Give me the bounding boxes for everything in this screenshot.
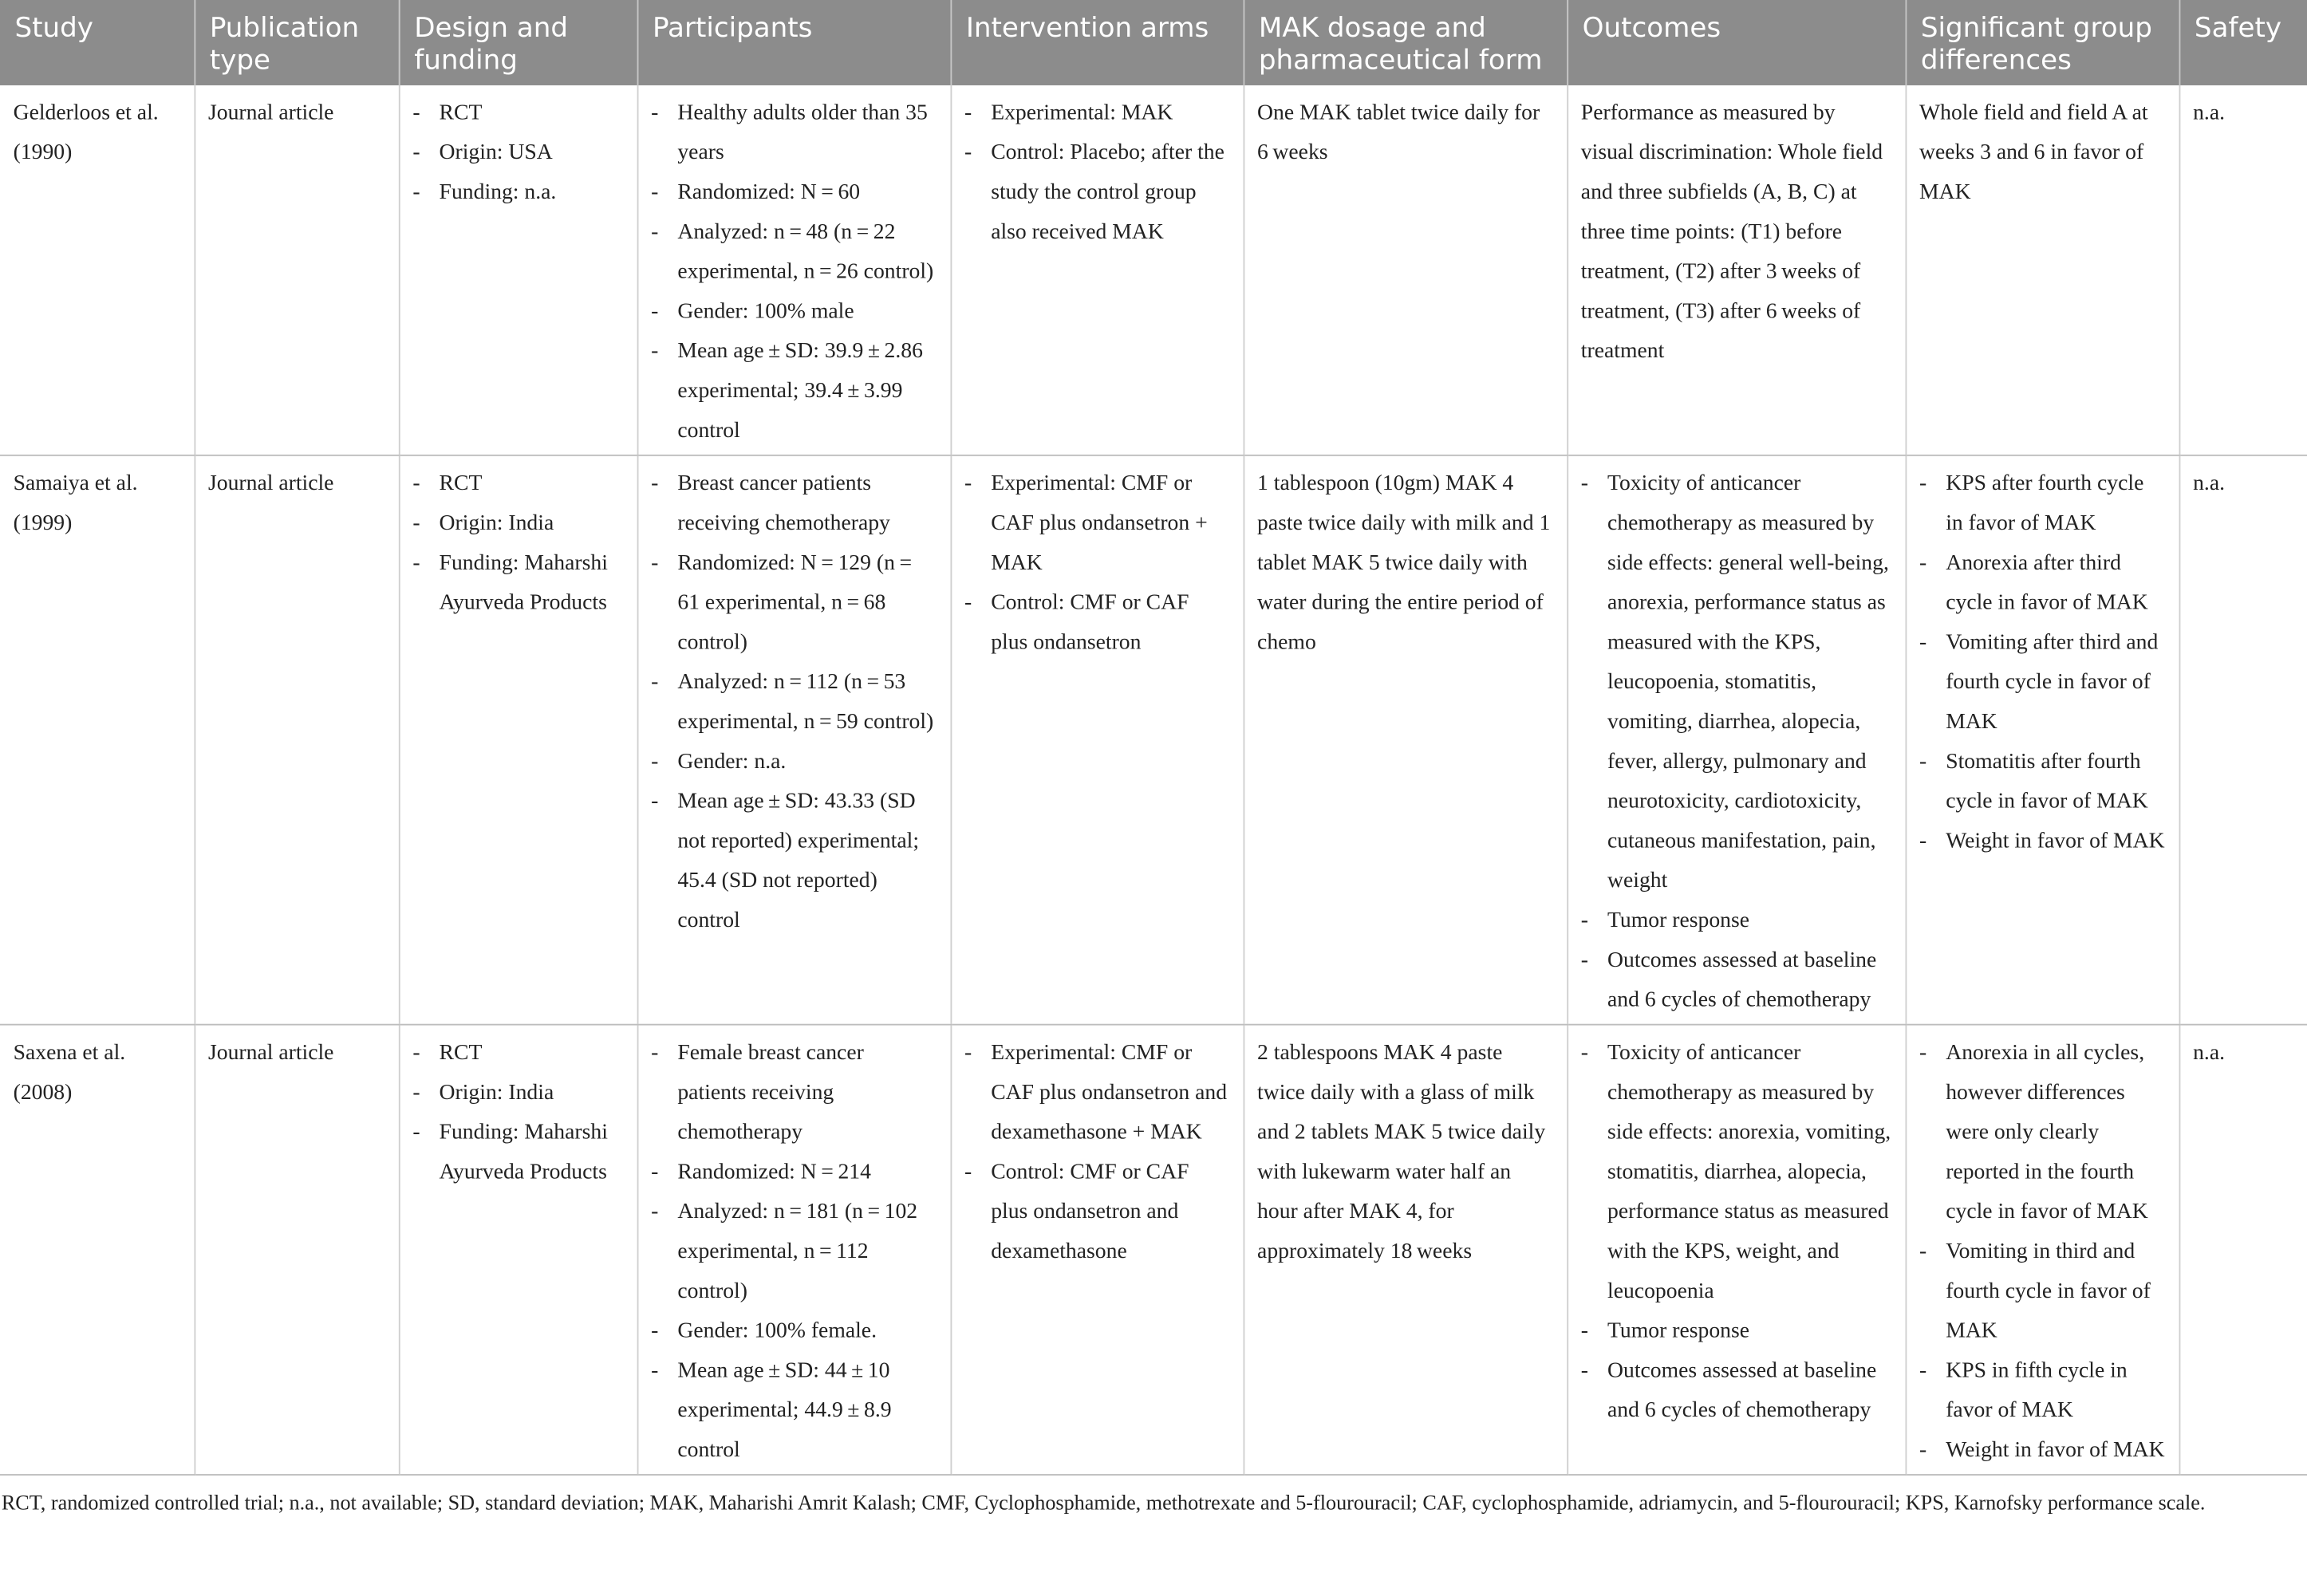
cell-dosage <box>1244 455 1568 1025</box>
safety-text: n.a. <box>2193 472 2226 496</box>
bullet-dash: - <box>1580 948 1589 973</box>
list-item <box>1919 1432 2165 1472</box>
intervention-list <box>964 465 1229 664</box>
design-item-text: RCT <box>439 472 483 496</box>
bullet-dash: - <box>1919 1239 1927 1264</box>
cell-participants <box>637 85 951 455</box>
list-item <box>412 134 623 174</box>
bullet-dash: - <box>964 141 972 165</box>
participants-list <box>651 465 937 942</box>
list-item <box>651 782 937 941</box>
list-item <box>651 743 937 782</box>
header-outcomes: Outcomes <box>1567 0 1905 85</box>
design-item-text: Funding: Maharshi Ayurveda Products <box>439 1121 608 1184</box>
header-significant-differences: Significant group differences <box>1905 0 2179 85</box>
intervention-item-text: Control: Placebo; after the study the control group also received MAK <box>991 141 1224 245</box>
bullet-dash: - <box>651 1161 659 1184</box>
differences-text: Whole field and field A at weeks 3 and 6 in favor of MAK <box>1919 101 2148 205</box>
outcomes-text: Performance as measured by visual discrimination: Whole field and three subfields (A, B, C) at three time points: (T1) before treatment, (T2) after 3 weeks of treatment, (T3) after 6 weeks of treatment <box>1580 101 1883 364</box>
bullet-dash: - <box>1580 908 1589 933</box>
list-item <box>412 465 623 505</box>
list-item <box>412 544 623 624</box>
bullet-dash: - <box>964 1041 972 1066</box>
bullet-dash: - <box>1919 1359 1927 1383</box>
participants-item-text: Gender: 100% female. <box>677 1319 877 1343</box>
bullet-dash: - <box>651 101 659 125</box>
bullet-dash: - <box>651 220 659 245</box>
list-item <box>1919 1034 2165 1233</box>
publication-type: Journal article <box>207 1041 334 1066</box>
differences-item-text: Anorexia in all cycles, however differences were only clearly reported in the fourth cycle in favor of MAK <box>1946 1041 2148 1224</box>
header-mak-dosage: MAK dosage and pharmaceutical form <box>1244 0 1568 85</box>
list-item <box>412 1034 623 1074</box>
participants-item-text: Female breast cancer patients receiving chemotherapy <box>677 1041 864 1145</box>
bullet-dash: - <box>412 101 420 125</box>
participants-item-text: Analyzed: n = 112 (n = 53 experimental, n = 59 control) <box>677 671 934 735</box>
outcomes-item-text: Toxicity of anticancer chemotherapy as measured by side effects: general well-being, anorexia, performance status as measured with the KPS, leucopoenia, stomatitis, vomiting, diarrhea, alopecia, fever, allergy, pulmonary and neurotoxicity, cardiotoxicity, cutaneous manifestation, pain, weight <box>1607 472 1889 893</box>
list-item <box>964 94 1229 134</box>
cell-safety <box>2179 85 2307 455</box>
intervention-item-text: Experimental: MAK <box>991 101 1173 125</box>
list-item <box>651 1193 937 1312</box>
list-item <box>1581 941 1891 1021</box>
participants-item-text: Randomized: N = 214 <box>677 1161 871 1184</box>
safety-text: n.a. <box>2193 1041 2226 1066</box>
outcomes-item-text: Tumor response <box>1607 908 1750 933</box>
differences-item-text: Anorexia after third cycle in favor of MAK <box>1946 551 2148 615</box>
participants-item-text: Randomized: N = 60 <box>677 180 861 205</box>
differences-item-text: KPS in fifth cycle in favor of MAK <box>1946 1359 2128 1423</box>
bullet-dash: - <box>412 551 420 576</box>
participants-item-text: Analyzed: n = 181 (n = 102 experimental, n = 112 control) <box>677 1200 918 1304</box>
differences-list <box>1919 465 2165 862</box>
bullet-dash: - <box>651 472 659 496</box>
cell-study <box>0 455 194 1025</box>
bullet-dash: - <box>651 340 659 364</box>
header-participants: Participants <box>637 0 951 85</box>
bullet-dash: - <box>1919 631 1927 655</box>
list-item <box>412 1074 623 1113</box>
cell-study <box>0 1025 194 1475</box>
bullet-dash: - <box>1919 750 1927 774</box>
list-item <box>651 1312 937 1352</box>
cell-intervention <box>950 455 1243 1025</box>
cell-safety <box>2179 455 2307 1025</box>
participants-item-text: Mean age ± SD: 44 ± 10 experimental; 44.9 ± 8.9 control <box>677 1359 892 1463</box>
bullet-dash: - <box>1919 551 1927 576</box>
bullet-dash: - <box>964 1161 972 1184</box>
list-item <box>412 174 623 214</box>
participants-item-text: Gender: n.a. <box>677 750 787 774</box>
bullet-dash: - <box>651 180 659 205</box>
list-item <box>651 213 937 293</box>
participants-item-text: Healthy adults older than 35 years <box>677 101 933 165</box>
differences-item-text: Stomatitis after fourth cycle in favor of MAK <box>1946 750 2148 814</box>
bullet-dash: - <box>1919 1041 1927 1066</box>
list-item <box>651 465 937 545</box>
cell-design <box>399 1025 637 1475</box>
publication-type: Journal article <box>207 472 334 496</box>
list-item <box>1581 1312 1891 1352</box>
list-item <box>964 584 1229 664</box>
list-item <box>1581 1352 1891 1432</box>
differences-item-text: Vomiting after third and fourth cycle in favor of MAK <box>1946 631 2159 735</box>
differences-item-text: Vomiting in third and fourth cycle in favor of MAK <box>1946 1239 2151 1343</box>
bullet-dash: - <box>651 1200 659 1224</box>
list-item <box>651 174 937 214</box>
outcomes-list <box>1581 1034 1891 1432</box>
bullet-dash: - <box>651 1041 659 1066</box>
table-row <box>0 455 2307 1025</box>
bullet-dash: - <box>964 472 972 496</box>
cell-intervention <box>950 1025 1243 1475</box>
dosage-text: One MAK tablet twice daily for 6 weeks <box>1257 101 1540 165</box>
cell-design <box>399 455 637 1025</box>
cell-intervention <box>950 85 1243 455</box>
bullet-dash: - <box>1580 472 1589 496</box>
differences-item-text: KPS after fourth cycle in favor of MAK <box>1946 472 2144 536</box>
publication-type: Journal article <box>207 101 334 125</box>
list-item <box>1581 902 1891 942</box>
design-item-text: Funding: n.a. <box>439 180 557 205</box>
design-item-text: Origin: India <box>439 511 554 536</box>
participants-item-text: Mean age ± SD: 39.9 ± 2.86 experimental; 39.4 ± 3.99 control <box>677 340 923 443</box>
list-item <box>1919 624 2165 743</box>
design-item-text: RCT <box>439 1041 483 1066</box>
bullet-dash: - <box>1919 830 1927 853</box>
dosage-text: 1 tablespoon (10gm) MAK 4 paste twice daily with milk and 1 tablet MAK 5 twice daily with water during the entire period of chemo <box>1257 472 1551 655</box>
participants-item-text: Gender: 100% male <box>677 300 854 324</box>
list-item <box>1581 465 1891 902</box>
intervention-item-text: Control: CMF or CAF plus ondansetron and dexamethasone <box>991 1161 1189 1264</box>
list-item <box>651 333 937 451</box>
bullet-dash: - <box>964 101 972 125</box>
bullet-dash: - <box>1919 1438 1927 1463</box>
header-publication-type: Publication type <box>194 0 398 85</box>
differences-list <box>1919 1034 2165 1472</box>
outcomes-item-text: Outcomes assessed at baseline and 6 cycles of chemotherapy <box>1607 948 1877 1012</box>
list-item <box>651 1352 937 1471</box>
intervention-list <box>964 1034 1229 1273</box>
bullet-dash: - <box>1919 472 1927 496</box>
participants-list <box>651 94 937 451</box>
list-item <box>651 664 937 743</box>
bullet-dash: - <box>412 472 420 496</box>
cell-participants <box>637 1025 951 1475</box>
header-design-funding: Design and funding <box>399 0 637 85</box>
bullet-dash: - <box>412 141 420 165</box>
cell-publication-type <box>194 455 398 1025</box>
outcomes-list <box>1581 465 1891 1021</box>
list-item <box>1919 465 2165 545</box>
list-item <box>964 1153 1229 1272</box>
design-list <box>412 1034 623 1193</box>
dosage-text: 2 tablespoons MAK 4 paste twice daily with a glass of milk and 2 tablets MAK 5 twice daily with lukewarm water half an hour after MAK 4, for approximately 18 weeks <box>1257 1041 1546 1264</box>
list-item <box>1919 1233 2165 1352</box>
list-item <box>964 134 1229 253</box>
bullet-dash: - <box>964 591 972 615</box>
bullet-dash: - <box>1580 1041 1589 1066</box>
bullet-dash: - <box>412 1041 420 1066</box>
list-item <box>1919 822 2165 862</box>
list-item <box>412 505 623 545</box>
participants-list <box>651 1034 937 1472</box>
outcomes-item-text: Outcomes assessed at baseline and 6 cycles of chemotherapy <box>1607 1359 1877 1423</box>
cell-differences <box>1905 85 2179 455</box>
list-item <box>1919 544 2165 624</box>
participants-item-text: Analyzed: n = 48 (n = 22 experimental, n = 26 control) <box>677 220 934 284</box>
bullet-dash: - <box>651 551 659 576</box>
bullet-dash: - <box>412 511 420 536</box>
list-item <box>412 1113 623 1193</box>
study-name: Saxena et al. (2008) <box>13 1041 126 1105</box>
list-item <box>964 465 1229 584</box>
intervention-item-text: Experimental: CMF or CAF plus ondansetron and dexamethasone + MAK <box>991 1041 1228 1145</box>
safety-text: n.a. <box>2193 101 2226 125</box>
bullet-dash: - <box>651 750 659 774</box>
header-intervention-arms: Intervention arms <box>950 0 1243 85</box>
bullet-dash: - <box>651 790 659 814</box>
study-name: Gelderloos et al. (1990) <box>13 101 159 165</box>
table-footnote: RCT, randomized controlled trial; n.a., not available; SD, standard deviation; MAK, Maharishi Amrit Kalash; CMF, Cyclophosphamide, methotrexate and 5-flourouracil; CAF, cyclophosphamide, adriamycin, and 5-flourouracil; KPS, Karnofsky performance scale. <box>1 1492 2206 1515</box>
outcomes-item-text: Toxicity of anticancer chemotherapy as measured by side effects: anorexia, vomiting, stomatitis, diarrhea, alopecia, performance status as measured with the KPS, weight, and leucopoenia <box>1607 1041 1891 1304</box>
cell-design <box>399 85 637 455</box>
cell-participants <box>637 455 951 1025</box>
differences-item-text: Weight in favor of MAK <box>1946 830 2165 853</box>
cell-outcomes <box>1567 1025 1905 1475</box>
cell-publication-type <box>194 85 398 455</box>
cell-outcomes <box>1567 85 1905 455</box>
bullet-dash: - <box>1580 1319 1589 1343</box>
list-item <box>651 1153 937 1193</box>
intervention-item-text: Experimental: CMF or CAF plus ondansetron + MAK <box>991 472 1208 576</box>
cell-dosage <box>1244 1025 1568 1475</box>
bullet-dash: - <box>651 300 659 324</box>
list-item <box>651 1034 937 1153</box>
bullet-dash: - <box>412 1081 420 1105</box>
design-item-text: Origin: USA <box>439 141 553 165</box>
participants-item-text: Randomized: N = 129 (n = 61 experimental, n = 68 control) <box>677 551 917 655</box>
bullet-dash: - <box>1580 1359 1589 1383</box>
list-item <box>1581 1034 1891 1313</box>
bullet-dash: - <box>651 1359 659 1383</box>
design-list <box>412 465 623 624</box>
cell-safety <box>2179 1025 2307 1475</box>
outcomes-item-text: Tumor response <box>1607 1319 1750 1343</box>
cell-study <box>0 85 194 455</box>
table-row <box>0 85 2307 455</box>
design-list <box>412 94 623 213</box>
design-item-text: Funding: Maharshi Ayurveda Products <box>439 551 608 615</box>
list-item <box>651 293 937 333</box>
cell-dosage <box>1244 85 1568 455</box>
study-name: Samaiya et al. (1999) <box>13 472 138 536</box>
list-item <box>412 94 623 134</box>
bullet-dash: - <box>412 1121 420 1145</box>
intervention-list <box>964 94 1229 253</box>
header-study: Study <box>0 0 194 85</box>
participants-item-text: Mean age ± SD: 43.33 (SD not reported) experimental; 45.4 (SD not reported) control <box>677 790 920 933</box>
design-item-text: RCT <box>439 101 483 125</box>
header-safety: Safety <box>2179 0 2307 85</box>
differences-item-text: Weight in favor of MAK <box>1946 1438 2165 1463</box>
list-item <box>964 1034 1229 1153</box>
bullet-dash: - <box>651 1319 659 1343</box>
bullet-dash: - <box>412 180 420 205</box>
cell-publication-type <box>194 1025 398 1475</box>
participants-item-text: Breast cancer patients receiving chemotherapy <box>677 472 890 536</box>
table-row <box>0 1025 2307 1475</box>
list-item <box>651 94 937 174</box>
cell-differences <box>1905 1025 2179 1475</box>
intervention-item-text: Control: CMF or CAF plus ondansetron <box>991 591 1189 655</box>
cell-outcomes <box>1567 455 1905 1025</box>
bullet-dash: - <box>651 671 659 695</box>
list-item <box>1919 743 2165 822</box>
design-item-text: Origin: India <box>439 1081 554 1105</box>
cell-differences <box>1905 455 2179 1025</box>
list-item <box>651 544 937 663</box>
list-item <box>1919 1352 2165 1432</box>
header-row <box>0 0 2307 85</box>
